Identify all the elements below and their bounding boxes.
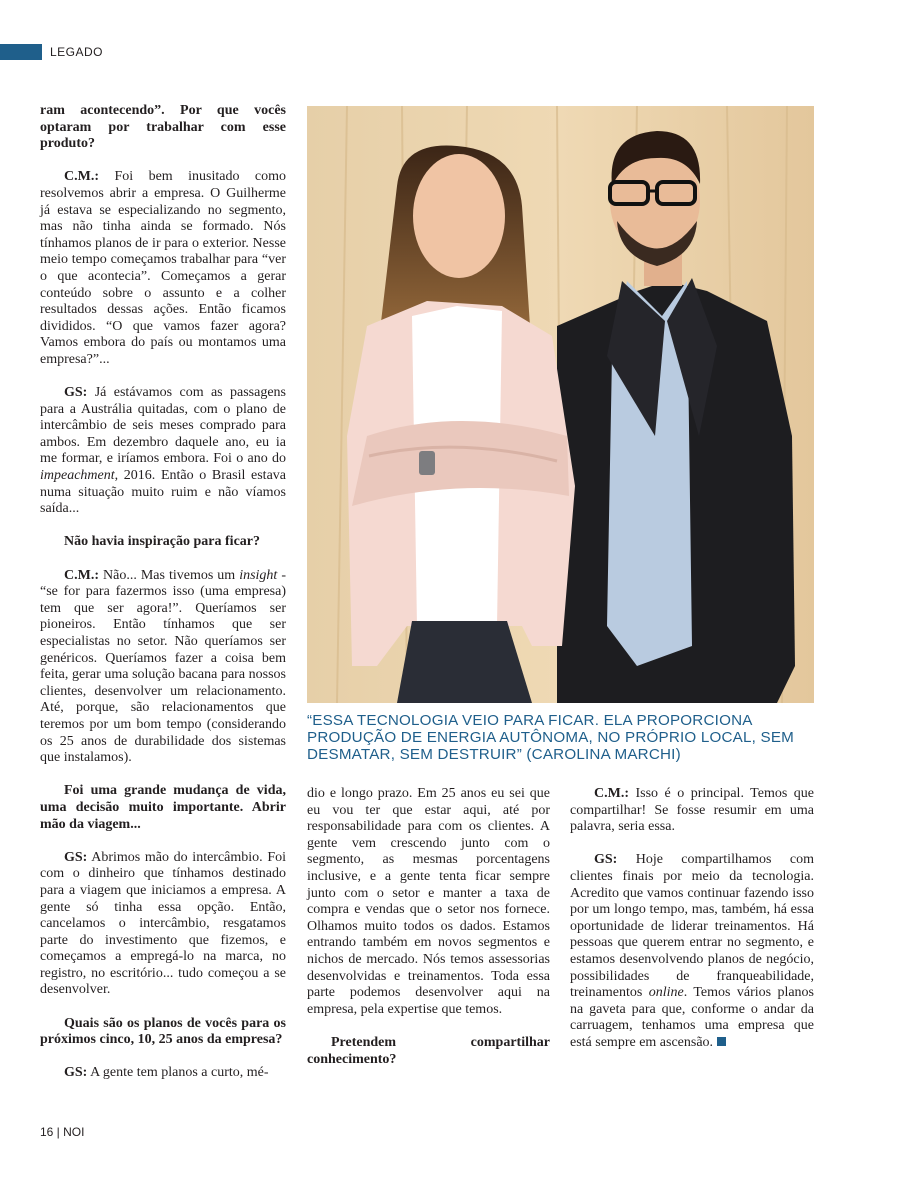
speaker-label: C.M.: bbox=[594, 786, 629, 801]
interview-question: Quais são os planos de vocês para os próximos cinco, 10, 25 anos da empresa? bbox=[40, 1015, 286, 1048]
answer-paragraph bbox=[40, 1065, 286, 1082]
answer-text: Hoje compartilhamos com clientes finais por meio da tecnologia. Acredito que vamos continuar fazendo isso por um longo tempo, mas, também, há essa oportunidade de liderar treinamentos. Há pessoas que querem entrar no segmento, e estamos desenvolvendo planos de negócio, possibilidades de franqueabilidade, treinamentos bbox=[570, 852, 814, 1001]
speaker-label: C.M.: bbox=[64, 169, 99, 185]
answer-paragraph bbox=[40, 169, 286, 368]
article-column-3 bbox=[570, 786, 814, 1068]
interview-question: Pretendem compartilhar conhecimento? bbox=[307, 1034, 550, 1067]
interview-question: Não havia inspiração para ficar? bbox=[64, 534, 260, 550]
page-folio: 16 | NOI bbox=[40, 1125, 85, 1139]
photo-illustration bbox=[307, 106, 814, 703]
answer-paragraph bbox=[40, 850, 286, 999]
answer-text: Não... Mas tivemos um bbox=[99, 567, 240, 583]
answer-paragraph bbox=[570, 786, 814, 836]
answer-paragraph bbox=[40, 385, 286, 518]
section-label: LEGADO bbox=[50, 45, 104, 59]
interview-question: ram acontecendo”. Por que vocês optaram por trabalhar com esse produto? bbox=[40, 103, 286, 152]
speaker-label: C.M.: bbox=[64, 567, 99, 583]
portrait-photo bbox=[307, 106, 814, 703]
speaker-label: GS: bbox=[64, 849, 88, 865]
answer-text: , 2016. Então o Brasil estava numa situação muito ruim e não víamos saída... bbox=[40, 468, 286, 517]
end-of-article-mark bbox=[717, 1037, 726, 1046]
answer-text: Isso é o principal. Temos que compartilhar! Se fosse resumir em uma palavra, seria essa. bbox=[570, 786, 814, 835]
answer-text: . Temos vários planos na gaveta para que, conforme o andar da carruagem, tenhamos uma empresa que está sempre em ascensão. bbox=[570, 985, 815, 1050]
italic-term: insight bbox=[239, 567, 278, 583]
answer-paragraph: dio e longo prazo. Em 25 anos eu sei que eu vou ter que estar aqui, até por responsabilidade para com os clientes. A gente vem crescendo junto com o segmento, as mesmas porcentagens inclusive, e a gente tenta ficar sempre junto com o setor e manter a taxa de compra e vendas que o setor nos fornece. Olhamos muito todos os dados. Estamos entrando também em novos segmentos e nichos de mercado. Nós temos assessorias desenvolvidas e treinamentos. Toda essa parte podemos desenvolver aqui na empresa, pela expertise que temos. bbox=[307, 786, 550, 1017]
article-column-1 bbox=[40, 103, 286, 1099]
answer-text: A gente tem planos a curto, mé- bbox=[87, 1065, 269, 1081]
answer-text: - “se for para fazermos isso (uma empresa) tem que ser agora!”. Queríamos ser pioneiros. Então tínhamos que ser especialistas no setor. Não queríamos ser genéricos. Queríamos fazer a coisa bem feita, gerar uma solução bacana para nossos clientes, desenvolver um relacionamento. Até, porque, são relacionamentos que teremos por um bom tempo (considerando os 25 anos de durabilidade dos sistemas que instalamos). bbox=[40, 567, 286, 766]
answer-text: Já estávamos com as passagens para a Austrália quitadas, com o plano de intercâmbio de seis meses comprado para ambos. Em dezembro daquele ano, eu ia me formar, e iríamos embora. Foi o ano do bbox=[40, 385, 286, 467]
answer-text: Abrimos mão do intercâmbio. Foi com o dinheiro que tínhamos destinado para a viagem que iniciamos a empresa. A gente só tinha essa opção. Então, cancelamos o intercâmbio, resgatamos parte do investimento que fizemos, e começamos a empregá-lo na marca, no registro, no escritório... tudo começou a se desenvolver. bbox=[40, 849, 286, 998]
italic-term: online bbox=[648, 985, 684, 1001]
speaker-label: GS: bbox=[594, 852, 618, 868]
article-column-2 bbox=[307, 786, 550, 1085]
interview-question: Foi uma grande mudança de vida, uma decisão muito importante. Abrir mão da viagem... bbox=[40, 783, 286, 832]
italic-term: impeachment bbox=[40, 468, 115, 484]
answer-text: Foi bem inusitado como resolvemos abrir a empresa. O Guilherme já estava se especializando no segmento, mas não tinha ainda se formado. Nós tínhamos planos de ir para o exterior. Nesse meio tempo começamos trabalhar para “ver o que acontecia”. Começamos a gerar conteúdo sobre o assunto e a colher resultados dessas ações. Então ficamos divididos. “O que vamos fazer agora? Vamos embora do país ou montamos uma empresa?”... bbox=[40, 169, 286, 367]
speaker-label: GS: bbox=[64, 385, 88, 401]
speaker-label: GS: bbox=[64, 1065, 88, 1081]
answer-paragraph bbox=[570, 852, 814, 1051]
section-color-bar bbox=[0, 44, 42, 60]
pull-quote: “ESSA TECNOLOGIA VEIO PARA FICAR. ELA PROPORCIONA PRODUÇÃO DE ENERGIA AUTÔNOMA, NO PRÓPRIO LOCAL, SEM DESMATAR, SEM DESTRUIR” (CAROLINA MARCHI) bbox=[307, 712, 795, 763]
answer-paragraph bbox=[40, 568, 286, 767]
